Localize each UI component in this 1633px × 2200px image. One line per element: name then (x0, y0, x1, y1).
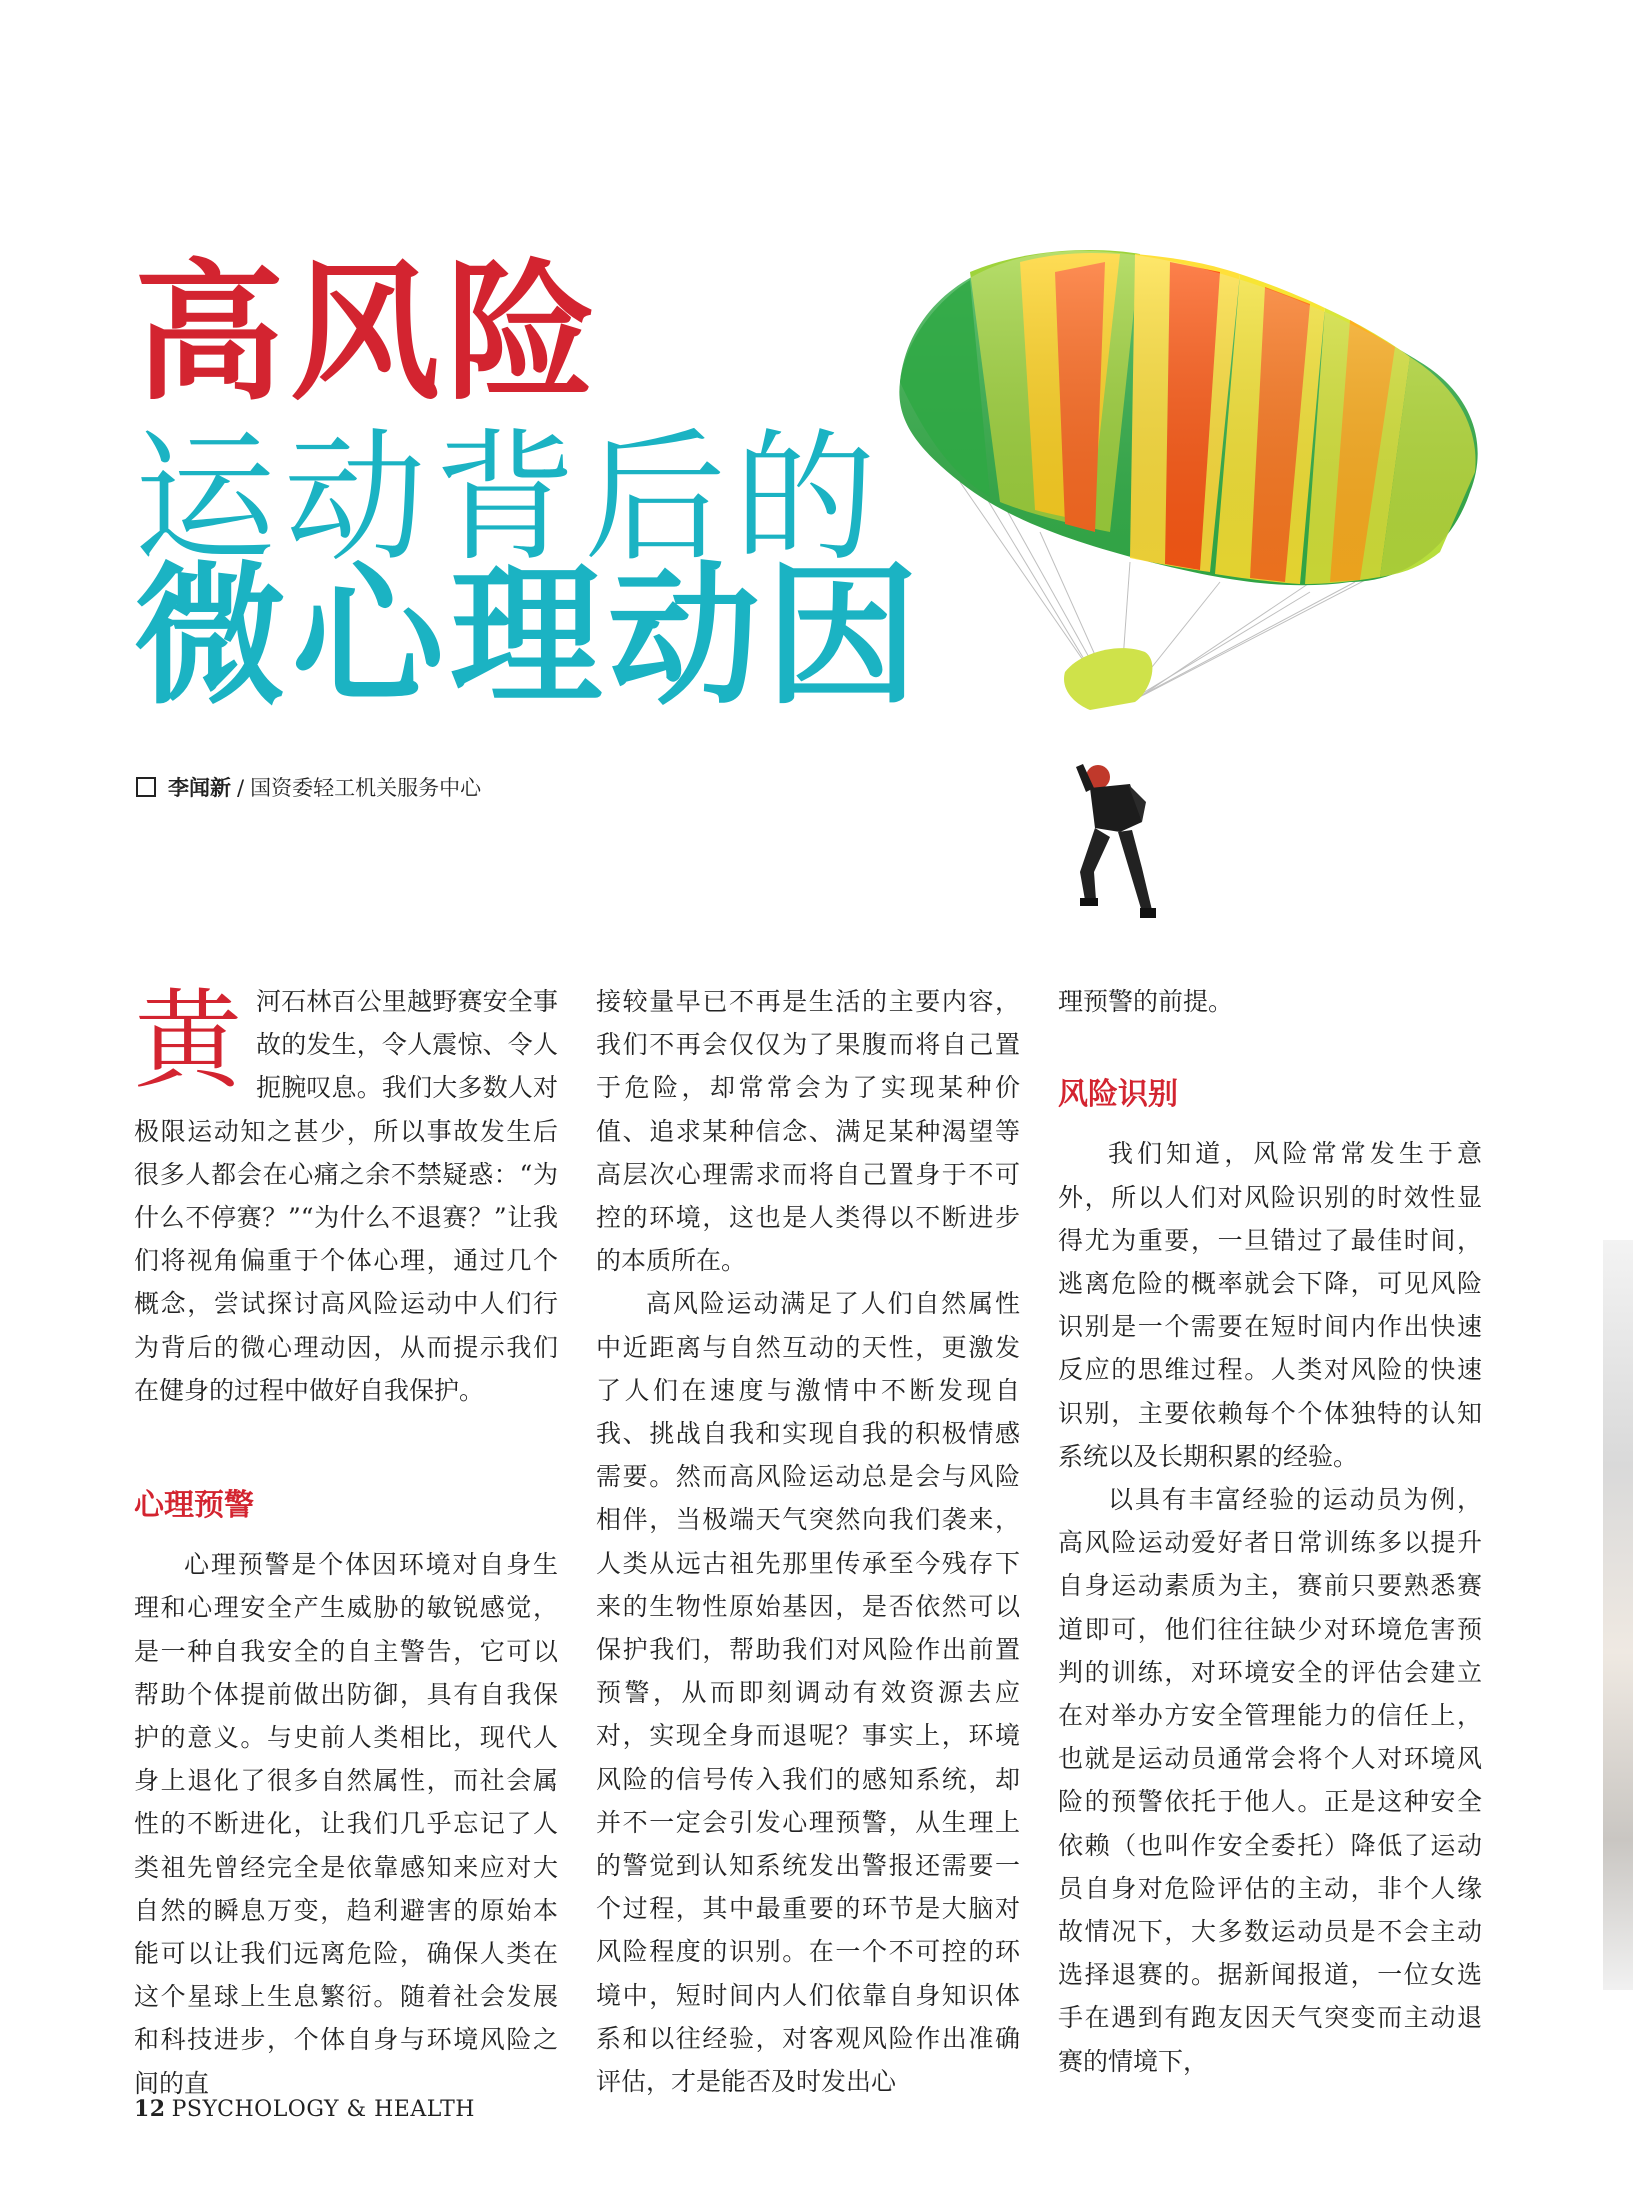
title-line-2: 运动背后的 (134, 416, 884, 581)
body-paragraph: 接较量早已不再是生活的主要内容，我们不再会仅仅为了果腹而将自己置于危险，却常常会为了实现某种价值、追求某种信念、满足某种渴望等高层次心理需求而将自己置身于不可控的环境，这也是人类得以不断进步的本质所在。 (596, 987, 1020, 1276)
body-paragraph: 高风险运动满足了人们自然属性中近距离与自然互动的天性，更激发了人们在速度与激情中不断发现自我、挑战自我和实现自我的积极情感需要。然而高风险运动总是会与风险相伴，当极端天气突然向我们袭来，人类从远古祖先那里传承至今残存下来的生物性原始基因，是否依然可以保护我们，帮助我们对风险作出前置预警，从而即刻调动有效资源去应对，实现全身而退呢？事实上，环境风险的信号传入我们的感知系统，却并不一定会引发心理预警，从生理上的警觉到认知系统发出警报还需要一个过程，其中最重要的环节是大脑对风险程度的识别。在一个不可控的环境中，短时间内人们依靠自身知识体系和以往经验，对客观风险作出准确评估，才是能否及时发出心 (596, 1289, 1020, 2097)
author-affiliation: 国资委轻工机关服务中心 (250, 776, 482, 800)
body-paragraph: 理预警的前提。 (1058, 987, 1234, 1016)
column-1 (134, 980, 558, 2105)
section-heading-warning: 心理预警 (134, 1488, 254, 1524)
title-line-3: 微心理动因 (134, 546, 924, 725)
photo-edge-strip (1603, 1240, 1633, 1990)
author-name: 李闻新 (168, 776, 231, 800)
section-heading-risk: 风险识别 (1058, 1077, 1178, 1113)
title-line-1: 高风险 (134, 245, 603, 421)
skydiver-figure (1076, 764, 1156, 918)
page-footer (134, 2096, 475, 2122)
column-3 (1058, 980, 1482, 2083)
drop-cap: 黄 (134, 979, 243, 1104)
square-bullet-icon (136, 777, 156, 797)
intro-paragraph (134, 980, 558, 1412)
body-paragraph: 心理预警是个体因环境对自身生理和心理安全产生威胁的敏锐感觉，是一种自我安全的自主警告，它可以帮助个体提前做出防御，具有自我保护的意义。与史前人类相比，现代人身上退化了很多自然属性，而社会属性的不断进化，让我们几乎忘记了人类祖先曾经完全是依靠感知来应对大自然的瞬息万变，趋利避害的原始本能可以让我们远离危险，确保人类在这个星球上生息繁衍。随着社会发展和科技进步，个体自身与环境风险之间的直 (134, 1550, 558, 2098)
drogue-chute (1064, 648, 1152, 710)
body-paragraph: 以具有丰富经验的运动员为例，高风险运动爱好者日常训练多以提升自身运动素质为主，赛前只要熟悉赛道即可，他们往往缺少对环境危害预判的训练，对环境安全的评估会建立在对举办方安全管理能力的信任上，也就是运动员通常会将个人对环境风险的预警依托于他人。正是这种安全依赖（也叫作安全委托）降低了运动员自身对危险评估的主动，非个人缘故情况下，大多数运动员是不会主动选择退赛的。据新闻报道，一位女选手在遇到有跑友因天气突变而主动退赛的情境下， (1058, 1485, 1482, 2076)
byline (136, 772, 481, 802)
intro-text: 河石林百公里越野赛安全事故的发生，令人震惊、令人扼腕叹息。我们大多数人对极限运动知之甚少，所以事故发生后很多人都会在心痛之余不禁疑惑：“为什么不停赛？”“为什么不退赛？”让我们将视角偏重于个体心理，通过几个概念，尝试探讨高风险运动中人们行为背后的微心理动因，从而提示我们在健身的过程中做好自我保护。 (134, 987, 558, 1405)
parachutist-illustration (880, 232, 1490, 952)
magazine-name: PSYCHOLOGY & HEALTH (171, 2097, 475, 2122)
byline-separator: / (237, 776, 245, 800)
body-paragraph: 我们知道，风险常常发生于意外，所以人们对风险识别的时效性显得尤为重要，一旦错过了最佳时间，逃离危险的概率就会下降，可见风险识别是一个需要在短时间内作出快速反应的思维过程。人类对风险的快速识别，主要依赖每个个体独特的认知系统以及长期积累的经验。 (1058, 1139, 1482, 1471)
page-number: 12 (134, 2096, 166, 2122)
column-2 (596, 980, 1020, 2103)
